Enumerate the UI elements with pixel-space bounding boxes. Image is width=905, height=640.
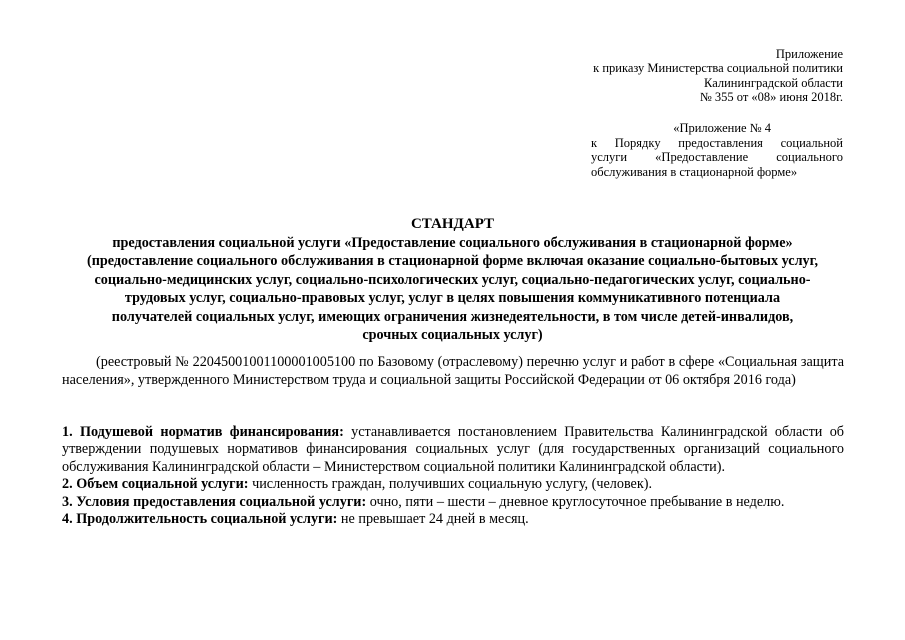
title-line: (предоставление социального обслуживания в стационарной форме включая оказание социально-бытовых услуг, xyxy=(86,253,819,269)
document-title xyxy=(60,215,845,345)
section-item xyxy=(62,511,844,528)
appendix-header-line: № 355 от «08» июня 2018г. xyxy=(699,90,843,105)
section-text: очно, пяти – шести – дневное круглосуточное пребывание в неделю. xyxy=(366,493,785,510)
title-heading: СТАНДАРТ xyxy=(410,216,495,232)
section-text: не превышает 24 дней в месяц. xyxy=(337,511,529,528)
section-item xyxy=(62,424,844,476)
section-label: 1. Подушевой норматив финансирования: xyxy=(62,424,344,440)
section-item xyxy=(62,476,844,493)
annex-reference-line: к Порядку предоставления социальной xyxy=(591,135,843,150)
appendix-header-line: Калининградской области xyxy=(704,75,843,90)
standard-sections xyxy=(62,424,844,528)
section-text: численность граждан, получивших социальную услугу, (человек). xyxy=(248,476,653,493)
annex-reference-line: «Приложение № 4 xyxy=(673,121,771,135)
registry-paragraph xyxy=(62,354,844,389)
title-line: предоставления социальной услуги «Предоставление социального обслуживания в стационарной форме» xyxy=(112,234,793,251)
title-line: получателей социальных услуг, имеющих ограничения жизнедеятельности, в том числе детей-инвалидов, xyxy=(111,308,794,325)
section-label: 2. Объем социальной услуги: xyxy=(62,476,249,493)
section-label: 3. Условия предоставления социальной услуги: xyxy=(62,493,367,510)
title-line: трудовых услуг, социально-правовых услуг, услуг в целях повышения коммуникативного потенциала xyxy=(124,290,781,306)
appendix-header-line: к приказу Министерства социальной политики xyxy=(593,61,843,76)
section-text: устанавливается постановлением Правительства Калининградской области об утверждении подушевых нормативов финансирования социальных услуг (для государственных организаций социального обслуживания Калининградской области – Министерством социальной политики Калининградской области). xyxy=(62,424,845,475)
annex-reference-line: услуги «Предоставление социального xyxy=(591,150,843,165)
section-label: 4. Продолжительность социальной услуги: xyxy=(62,511,338,528)
title-line: социально-медицинских услуг, социально-психологических услуг, социально-педагогических услуг, социально- xyxy=(94,271,811,288)
title-line: срочных социальных услуг) xyxy=(362,327,543,343)
appendix-header xyxy=(593,47,843,105)
registry-text: (реестровый № 22045001001100001005100 по Базовому (отраслевому) перечню услуг и работ в сфере «Социальная защита населения», утвержденного Министерством труда и социальной защиты Российской Федерации от 06 октября 2016 года) xyxy=(62,354,844,388)
annex-reference xyxy=(591,121,843,179)
annex-reference-line: обслуживания в стационарной форме» xyxy=(591,164,798,179)
appendix-header-line: Приложение xyxy=(775,47,843,61)
section-item xyxy=(62,494,844,511)
